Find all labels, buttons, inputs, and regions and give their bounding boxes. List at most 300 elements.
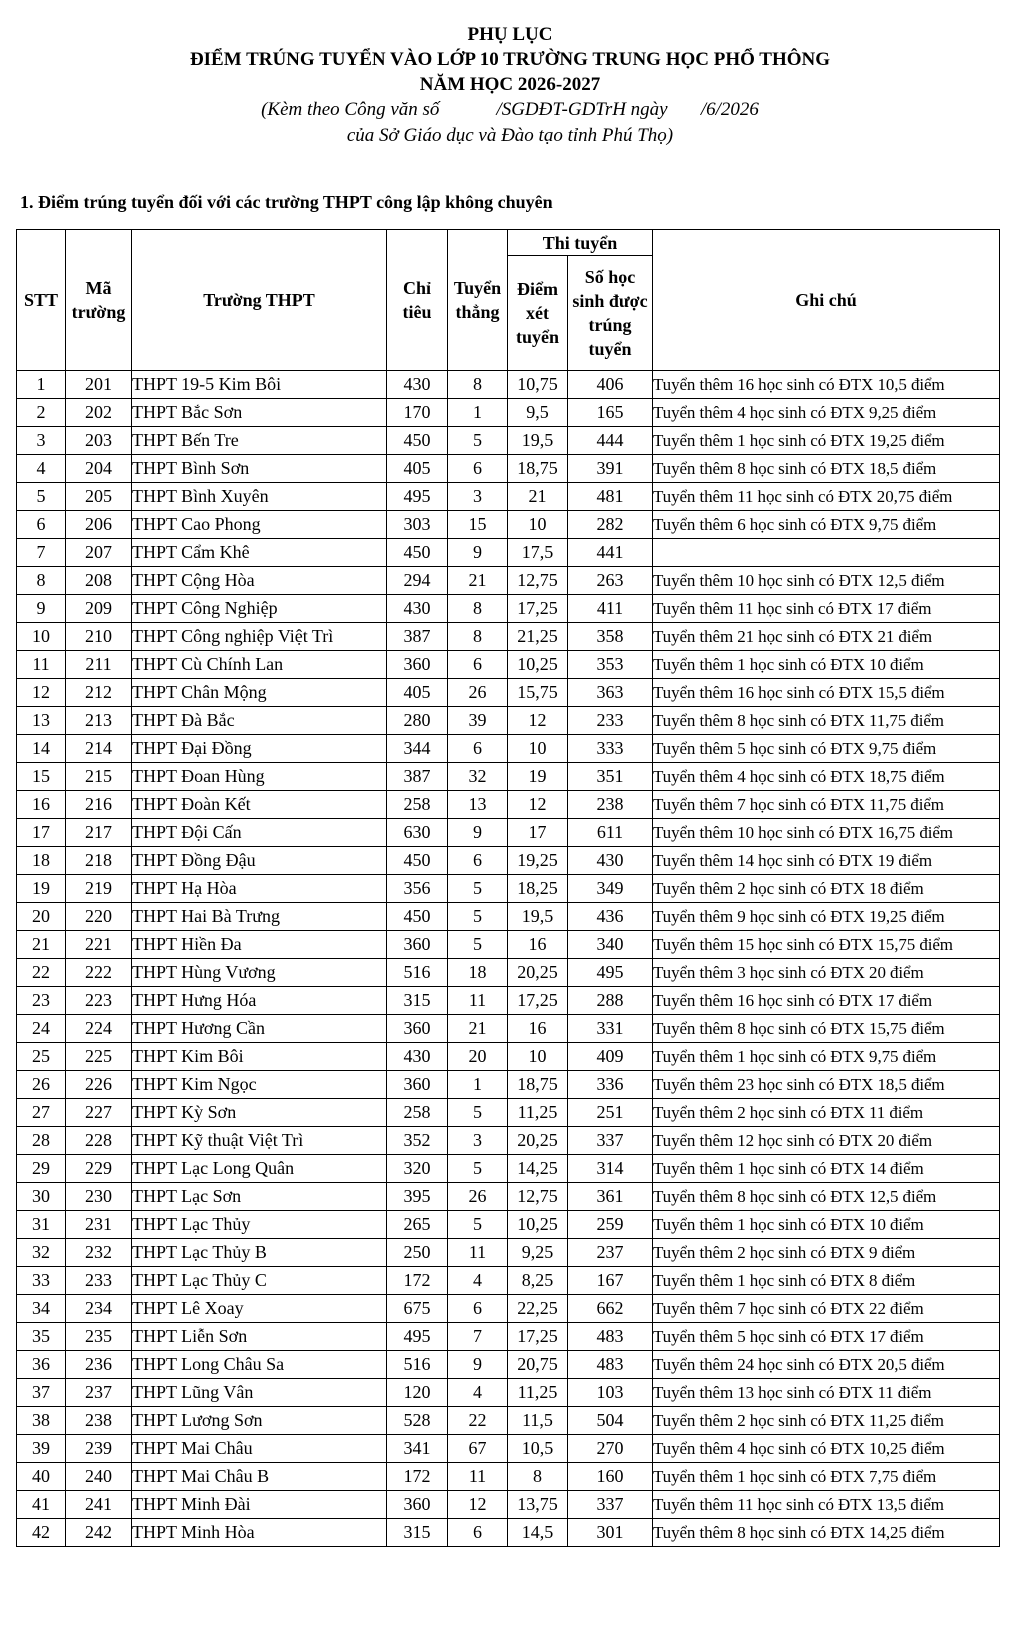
cell-stt: 39	[17, 1435, 66, 1463]
cell-truong: THPT Minh Hòa	[132, 1519, 387, 1547]
cell-ma-truong: 218	[66, 847, 132, 875]
cell-truong: THPT Hai Bà Trưng	[132, 903, 387, 931]
cell-diem-xet-tuyen: 10,25	[508, 651, 568, 679]
cell-stt: 12	[17, 679, 66, 707]
cell-chi-tieu: 294	[387, 567, 448, 595]
cell-ma-truong: 211	[66, 651, 132, 679]
cell-chi-tieu: 265	[387, 1211, 448, 1239]
issuer-line: của Sở Giáo dục và Đào tạo tỉnh Phú Thọ)	[346, 125, 674, 146]
cell-truong: THPT Kỹ thuật Việt Trì	[132, 1127, 387, 1155]
cell-ghi-chu: Tuyển thêm 7 học sinh có ĐTX 11,75 điểm	[653, 791, 1000, 819]
cell-truong: THPT Lạc Thủy B	[132, 1239, 387, 1267]
cell-ghi-chu: Tuyển thêm 7 học sinh có ĐTX 22 điểm	[653, 1295, 1000, 1323]
cell-chi-tieu: 387	[387, 763, 448, 791]
cell-chi-tieu: 315	[387, 1519, 448, 1547]
cell-ghi-chu: Tuyển thêm 1 học sinh có ĐTX 7,75 điểm	[653, 1463, 1000, 1491]
cell-truong: THPT Lạc Thủy	[132, 1211, 387, 1239]
cell-tuyen-thang: 7	[448, 1323, 508, 1351]
cell-tuyen-thang: 6	[448, 455, 508, 483]
table-row	[17, 1127, 1000, 1155]
cell-ghi-chu: Tuyển thêm 5 học sinh có ĐTX 9,75 điểm	[653, 735, 1000, 763]
cell-ghi-chu: Tuyển thêm 1 học sinh có ĐTX 8 điểm	[653, 1267, 1000, 1295]
cell-stt: 15	[17, 763, 66, 791]
cell-chi-tieu: 528	[387, 1407, 448, 1435]
cell-truong: THPT Cộng Hòa	[132, 567, 387, 595]
cell-ma-truong: 219	[66, 875, 132, 903]
header-truong: Trường THPT	[132, 230, 387, 371]
cell-tuyen-thang: 11	[448, 1463, 508, 1491]
cell-stt: 5	[17, 483, 66, 511]
cell-truong: THPT Cù Chính Lan	[132, 651, 387, 679]
cell-ghi-chu	[653, 539, 1000, 567]
cell-diem-xet-tuyen: 16	[508, 931, 568, 959]
cell-so-hoc-sinh: 481	[568, 483, 653, 511]
cell-tuyen-thang: 6	[448, 847, 508, 875]
table-row	[17, 987, 1000, 1015]
cell-so-hoc-sinh: 441	[568, 539, 653, 567]
cell-so-hoc-sinh: 430	[568, 847, 653, 875]
cell-ghi-chu: Tuyển thêm 16 học sinh có ĐTX 15,5 điểm	[653, 679, 1000, 707]
cell-stt: 2	[17, 399, 66, 427]
cell-ma-truong: 205	[66, 483, 132, 511]
cell-diem-xet-tuyen: 10,25	[508, 1211, 568, 1239]
header-so-hoc-sinh: Số học sinh được trúng tuyển	[568, 256, 653, 371]
cell-ghi-chu: Tuyển thêm 8 học sinh có ĐTX 15,75 điểm	[653, 1015, 1000, 1043]
cell-ghi-chu: Tuyển thêm 2 học sinh có ĐTX 9 điểm	[653, 1239, 1000, 1267]
cell-truong: THPT Công Nghiệp	[132, 595, 387, 623]
cell-diem-xet-tuyen: 11,5	[508, 1407, 568, 1435]
cell-diem-xet-tuyen: 10,5	[508, 1435, 568, 1463]
cell-ma-truong: 232	[66, 1239, 132, 1267]
cell-tuyen-thang: 22	[448, 1407, 508, 1435]
cell-so-hoc-sinh: 337	[568, 1127, 653, 1155]
table-row	[17, 1519, 1000, 1547]
cell-so-hoc-sinh: 165	[568, 399, 653, 427]
cell-truong: THPT 19-5 Kim Bôi	[132, 371, 387, 399]
school-year: NĂM HỌC 2026-2027	[419, 74, 601, 95]
cell-diem-xet-tuyen: 20,75	[508, 1351, 568, 1379]
cell-ghi-chu: Tuyển thêm 1 học sinh có ĐTX 9,75 điểm	[653, 1043, 1000, 1071]
cell-stt: 38	[17, 1407, 66, 1435]
cell-stt: 37	[17, 1379, 66, 1407]
cell-ghi-chu: Tuyển thêm 15 học sinh có ĐTX 15,75 điểm	[653, 931, 1000, 959]
header-thi-tuyen: Thi tuyển	[508, 230, 653, 256]
cell-ghi-chu: Tuyển thêm 1 học sinh có ĐTX 10 điểm	[653, 651, 1000, 679]
cell-truong: THPT Long Châu Sa	[132, 1351, 387, 1379]
cell-stt: 17	[17, 819, 66, 847]
cell-truong: THPT Bến Tre	[132, 427, 387, 455]
cell-so-hoc-sinh: 337	[568, 1491, 653, 1519]
cell-stt: 30	[17, 1183, 66, 1211]
cell-so-hoc-sinh: 103	[568, 1379, 653, 1407]
cell-chi-tieu: 360	[387, 1015, 448, 1043]
cell-diem-xet-tuyen: 17,5	[508, 539, 568, 567]
cell-so-hoc-sinh: 353	[568, 651, 653, 679]
cell-chi-tieu: 430	[387, 1043, 448, 1071]
table-row	[17, 903, 1000, 931]
cell-truong: THPT Đại Đồng	[132, 735, 387, 763]
cell-tuyen-thang: 6	[448, 651, 508, 679]
cell-chi-tieu: 405	[387, 679, 448, 707]
cell-chi-tieu: 120	[387, 1379, 448, 1407]
cell-stt: 27	[17, 1099, 66, 1127]
cell-truong: THPT Hương Cần	[132, 1015, 387, 1043]
cell-ma-truong: 209	[66, 595, 132, 623]
cell-truong: THPT Mai Châu B	[132, 1463, 387, 1491]
table-row	[17, 1491, 1000, 1519]
table-row	[17, 819, 1000, 847]
cell-truong: THPT Lương Sơn	[132, 1407, 387, 1435]
cell-diem-xet-tuyen: 14,5	[508, 1519, 568, 1547]
cell-truong: THPT Đà Bắc	[132, 707, 387, 735]
cell-stt: 7	[17, 539, 66, 567]
header-stt: STT	[17, 230, 66, 371]
cell-ghi-chu: Tuyển thêm 9 học sinh có ĐTX 19,25 điểm	[653, 903, 1000, 931]
cell-truong: THPT Đội Cấn	[132, 819, 387, 847]
table-row	[17, 1351, 1000, 1379]
cell-ma-truong: 222	[66, 959, 132, 987]
cell-ghi-chu: Tuyển thêm 5 học sinh có ĐTX 17 điểm	[653, 1323, 1000, 1351]
cell-chi-tieu: 630	[387, 819, 448, 847]
cell-so-hoc-sinh: 282	[568, 511, 653, 539]
cell-diem-xet-tuyen: 17,25	[508, 1323, 568, 1351]
cell-ma-truong: 225	[66, 1043, 132, 1071]
cell-chi-tieu: 356	[387, 875, 448, 903]
cell-diem-xet-tuyen: 12,75	[508, 1183, 568, 1211]
cell-truong: THPT Hùng Vương	[132, 959, 387, 987]
cell-stt: 22	[17, 959, 66, 987]
cell-truong: THPT Đoàn Kết	[132, 791, 387, 819]
table-row	[17, 931, 1000, 959]
cell-truong: THPT Mai Châu	[132, 1435, 387, 1463]
cell-diem-xet-tuyen: 20,25	[508, 1127, 568, 1155]
cell-stt: 18	[17, 847, 66, 875]
cell-diem-xet-tuyen: 17	[508, 819, 568, 847]
table-row	[17, 875, 1000, 903]
cell-so-hoc-sinh: 662	[568, 1295, 653, 1323]
table-row	[17, 959, 1000, 987]
admission-table	[16, 229, 1000, 1547]
cell-chi-tieu: 430	[387, 371, 448, 399]
header-tuyen-thang: Tuyển thẳng	[448, 230, 508, 371]
cell-chi-tieu: 675	[387, 1295, 448, 1323]
cell-ma-truong: 235	[66, 1323, 132, 1351]
table-row	[17, 539, 1000, 567]
cell-stt: 28	[17, 1127, 66, 1155]
cell-truong: THPT Công nghiệp Việt Trì	[132, 623, 387, 651]
cell-ghi-chu: Tuyển thêm 11 học sinh có ĐTX 13,5 điểm	[653, 1491, 1000, 1519]
table-row	[17, 371, 1000, 399]
cell-diem-xet-tuyen: 9,5	[508, 399, 568, 427]
cell-tuyen-thang: 3	[448, 1127, 508, 1155]
cell-ghi-chu: Tuyển thêm 8 học sinh có ĐTX 12,5 điểm	[653, 1183, 1000, 1211]
cell-chi-tieu: 450	[387, 539, 448, 567]
cell-ma-truong: 238	[66, 1407, 132, 1435]
cell-diem-xet-tuyen: 12	[508, 707, 568, 735]
cell-ghi-chu: Tuyển thêm 12 học sinh có ĐTX 20 điểm	[653, 1127, 1000, 1155]
cell-ghi-chu: Tuyển thêm 1 học sinh có ĐTX 10 điểm	[653, 1211, 1000, 1239]
cell-truong: THPT Cao Phong	[132, 511, 387, 539]
cell-stt: 42	[17, 1519, 66, 1547]
cell-tuyen-thang: 5	[448, 1099, 508, 1127]
cell-ma-truong: 239	[66, 1435, 132, 1463]
cell-so-hoc-sinh: 444	[568, 427, 653, 455]
cell-ghi-chu: Tuyển thêm 8 học sinh có ĐTX 18,5 điểm	[653, 455, 1000, 483]
cell-so-hoc-sinh: 495	[568, 959, 653, 987]
table-row	[17, 1211, 1000, 1239]
cell-diem-xet-tuyen: 15,75	[508, 679, 568, 707]
cell-ma-truong: 237	[66, 1379, 132, 1407]
cell-tuyen-thang: 6	[448, 1519, 508, 1547]
cell-tuyen-thang: 12	[448, 1491, 508, 1519]
table-row	[17, 1323, 1000, 1351]
cell-ghi-chu: Tuyển thêm 2 học sinh có ĐTX 11,25 điểm	[653, 1407, 1000, 1435]
cell-diem-xet-tuyen: 19,5	[508, 903, 568, 931]
cell-truong: THPT Kim Bôi	[132, 1043, 387, 1071]
cell-ma-truong: 242	[66, 1519, 132, 1547]
cell-so-hoc-sinh: 336	[568, 1071, 653, 1099]
cell-chi-tieu: 172	[387, 1463, 448, 1491]
cell-chi-tieu: 360	[387, 931, 448, 959]
cell-ghi-chu: Tuyển thêm 24 học sinh có ĐTX 20,5 điểm	[653, 1351, 1000, 1379]
cell-diem-xet-tuyen: 11,25	[508, 1099, 568, 1127]
table-row	[17, 1267, 1000, 1295]
cell-tuyen-thang: 9	[448, 539, 508, 567]
cell-chi-tieu: 344	[387, 735, 448, 763]
cell-tuyen-thang: 5	[448, 875, 508, 903]
cell-truong: THPT Lạc Long Quân	[132, 1155, 387, 1183]
cell-tuyen-thang: 8	[448, 595, 508, 623]
cell-ma-truong: 213	[66, 707, 132, 735]
cell-so-hoc-sinh: 237	[568, 1239, 653, 1267]
cell-so-hoc-sinh: 483	[568, 1323, 653, 1351]
cell-tuyen-thang: 67	[448, 1435, 508, 1463]
cell-ghi-chu: Tuyển thêm 2 học sinh có ĐTX 11 điểm	[653, 1099, 1000, 1127]
cell-truong: THPT Đoan Hùng	[132, 763, 387, 791]
cell-truong: THPT Hạ Hòa	[132, 875, 387, 903]
cell-diem-xet-tuyen: 17,25	[508, 987, 568, 1015]
cell-ghi-chu: Tuyển thêm 8 học sinh có ĐTX 11,75 điểm	[653, 707, 1000, 735]
cell-ma-truong: 204	[66, 455, 132, 483]
document-header	[0, 0, 1020, 149]
cell-truong: THPT Đồng Đậu	[132, 847, 387, 875]
cell-ma-truong: 208	[66, 567, 132, 595]
cell-diem-xet-tuyen: 12	[508, 791, 568, 819]
cell-ma-truong: 233	[66, 1267, 132, 1295]
cell-stt: 24	[17, 1015, 66, 1043]
cell-ghi-chu: Tuyển thêm 11 học sinh có ĐTX 17 điểm	[653, 595, 1000, 623]
cell-tuyen-thang: 8	[448, 371, 508, 399]
cell-tuyen-thang: 39	[448, 707, 508, 735]
header-ghi-chu: Ghi chú	[653, 230, 1000, 371]
table-row	[17, 511, 1000, 539]
table-row	[17, 595, 1000, 623]
cell-ma-truong: 210	[66, 623, 132, 651]
cell-tuyen-thang: 5	[448, 427, 508, 455]
cell-stt: 11	[17, 651, 66, 679]
cell-chi-tieu: 450	[387, 847, 448, 875]
cell-stt: 6	[17, 511, 66, 539]
cell-tuyen-thang: 5	[448, 1211, 508, 1239]
table-row	[17, 1407, 1000, 1435]
cell-ghi-chu: Tuyển thêm 3 học sinh có ĐTX 20 điểm	[653, 959, 1000, 987]
cell-truong: THPT Hiền Đa	[132, 931, 387, 959]
table-row	[17, 1043, 1000, 1071]
cell-stt: 13	[17, 707, 66, 735]
cell-diem-xet-tuyen: 21,25	[508, 623, 568, 651]
cell-so-hoc-sinh: 411	[568, 595, 653, 623]
cell-diem-xet-tuyen: 12,75	[508, 567, 568, 595]
reference-line: (Kèm theo Công văn số /SGDĐT-GDTrH ngày /6/2026	[261, 99, 759, 120]
cell-stt: 19	[17, 875, 66, 903]
table-row	[17, 399, 1000, 427]
cell-chi-tieu: 405	[387, 455, 448, 483]
cell-so-hoc-sinh: 483	[568, 1351, 653, 1379]
cell-ghi-chu: Tuyển thêm 16 học sinh có ĐTX 17 điểm	[653, 987, 1000, 1015]
table-row	[17, 847, 1000, 875]
table-row	[17, 483, 1000, 511]
header-chi-tieu: Chỉ tiêu	[387, 230, 448, 371]
cell-so-hoc-sinh: 251	[568, 1099, 653, 1127]
cell-stt: 33	[17, 1267, 66, 1295]
cell-so-hoc-sinh: 611	[568, 819, 653, 847]
cell-chi-tieu: 341	[387, 1435, 448, 1463]
cell-so-hoc-sinh: 504	[568, 1407, 653, 1435]
cell-ghi-chu: Tuyển thêm 4 học sinh có ĐTX 9,25 điểm	[653, 399, 1000, 427]
cell-chi-tieu: 315	[387, 987, 448, 1015]
cell-chi-tieu: 387	[387, 623, 448, 651]
cell-truong: THPT Cẩm Khê	[132, 539, 387, 567]
cell-tuyen-thang: 26	[448, 1183, 508, 1211]
cell-tuyen-thang: 5	[448, 903, 508, 931]
cell-stt: 9	[17, 595, 66, 623]
cell-ma-truong: 202	[66, 399, 132, 427]
cell-ma-truong: 214	[66, 735, 132, 763]
cell-chi-tieu: 172	[387, 1267, 448, 1295]
cell-tuyen-thang: 20	[448, 1043, 508, 1071]
cell-ghi-chu: Tuyển thêm 6 học sinh có ĐTX 9,75 điểm	[653, 511, 1000, 539]
cell-tuyen-thang: 21	[448, 567, 508, 595]
cell-so-hoc-sinh: 314	[568, 1155, 653, 1183]
cell-so-hoc-sinh: 331	[568, 1015, 653, 1043]
cell-so-hoc-sinh: 406	[568, 371, 653, 399]
cell-chi-tieu: 360	[387, 651, 448, 679]
cell-tuyen-thang: 32	[448, 763, 508, 791]
cell-tuyen-thang: 1	[448, 1071, 508, 1099]
table-row	[17, 1463, 1000, 1491]
header-ma-truong: Mã trường	[66, 230, 132, 371]
cell-stt: 40	[17, 1463, 66, 1491]
cell-so-hoc-sinh: 361	[568, 1183, 653, 1211]
header-diem-xet-tuyen: Điểm xét tuyển	[508, 256, 568, 371]
cell-tuyen-thang: 11	[448, 987, 508, 1015]
cell-stt: 41	[17, 1491, 66, 1519]
cell-ma-truong: 231	[66, 1211, 132, 1239]
cell-stt: 32	[17, 1239, 66, 1267]
table-row	[17, 1099, 1000, 1127]
cell-tuyen-thang: 11	[448, 1239, 508, 1267]
cell-ma-truong: 241	[66, 1491, 132, 1519]
cell-ma-truong: 203	[66, 427, 132, 455]
cell-so-hoc-sinh: 233	[568, 707, 653, 735]
table-row	[17, 1155, 1000, 1183]
cell-ma-truong: 236	[66, 1351, 132, 1379]
cell-stt: 3	[17, 427, 66, 455]
cell-ma-truong: 207	[66, 539, 132, 567]
cell-diem-xet-tuyen: 13,75	[508, 1491, 568, 1519]
cell-ma-truong: 212	[66, 679, 132, 707]
cell-chi-tieu: 258	[387, 1099, 448, 1127]
cell-so-hoc-sinh: 409	[568, 1043, 653, 1071]
cell-chi-tieu: 280	[387, 707, 448, 735]
cell-so-hoc-sinh: 436	[568, 903, 653, 931]
cell-diem-xet-tuyen: 8,25	[508, 1267, 568, 1295]
cell-diem-xet-tuyen: 10	[508, 1043, 568, 1071]
cell-stt: 25	[17, 1043, 66, 1071]
document-title: ĐIỂM TRÚNG TUYỂN VÀO LỚP 10 TRƯỜNG TRUNG HỌC PHỔ THÔNG	[189, 49, 831, 70]
cell-truong: THPT Lũng Vân	[132, 1379, 387, 1407]
cell-ma-truong: 217	[66, 819, 132, 847]
cell-diem-xet-tuyen: 10,75	[508, 371, 568, 399]
cell-ghi-chu: Tuyển thêm 21 học sinh có ĐTX 21 điểm	[653, 623, 1000, 651]
table-row	[17, 763, 1000, 791]
cell-diem-xet-tuyen: 11,25	[508, 1379, 568, 1407]
table-row	[17, 1071, 1000, 1099]
cell-tuyen-thang: 21	[448, 1015, 508, 1043]
cell-stt: 8	[17, 567, 66, 595]
cell-diem-xet-tuyen: 19	[508, 763, 568, 791]
cell-tuyen-thang: 9	[448, 819, 508, 847]
cell-diem-xet-tuyen: 20,25	[508, 959, 568, 987]
table-row	[17, 679, 1000, 707]
cell-so-hoc-sinh: 167	[568, 1267, 653, 1295]
cell-ma-truong: 234	[66, 1295, 132, 1323]
table-row	[17, 567, 1000, 595]
cell-ghi-chu: Tuyển thêm 10 học sinh có ĐTX 16,75 điểm	[653, 819, 1000, 847]
cell-chi-tieu: 516	[387, 959, 448, 987]
cell-stt: 16	[17, 791, 66, 819]
cell-diem-xet-tuyen: 8	[508, 1463, 568, 1491]
table-row	[17, 651, 1000, 679]
cell-diem-xet-tuyen: 17,25	[508, 595, 568, 623]
cell-chi-tieu: 495	[387, 483, 448, 511]
cell-truong: THPT Bình Sơn	[132, 455, 387, 483]
cell-so-hoc-sinh: 263	[568, 567, 653, 595]
cell-ghi-chu: Tuyển thêm 2 học sinh có ĐTX 18 điểm	[653, 875, 1000, 903]
cell-stt: 10	[17, 623, 66, 651]
cell-truong: THPT Lạc Thủy C	[132, 1267, 387, 1295]
cell-truong: THPT Kỳ Sơn	[132, 1099, 387, 1127]
cell-ma-truong: 228	[66, 1127, 132, 1155]
cell-ma-truong: 224	[66, 1015, 132, 1043]
cell-chi-tieu: 250	[387, 1239, 448, 1267]
cell-so-hoc-sinh: 349	[568, 875, 653, 903]
cell-diem-xet-tuyen: 10	[508, 511, 568, 539]
cell-ma-truong: 201	[66, 371, 132, 399]
cell-chi-tieu: 303	[387, 511, 448, 539]
cell-tuyen-thang: 13	[448, 791, 508, 819]
cell-ma-truong: 215	[66, 763, 132, 791]
cell-diem-xet-tuyen: 18,25	[508, 875, 568, 903]
cell-tuyen-thang: 3	[448, 483, 508, 511]
cell-chi-tieu: 352	[387, 1127, 448, 1155]
cell-diem-xet-tuyen: 18,75	[508, 455, 568, 483]
cell-so-hoc-sinh: 288	[568, 987, 653, 1015]
cell-diem-xet-tuyen: 16	[508, 1015, 568, 1043]
table-row	[17, 1183, 1000, 1211]
cell-ghi-chu: Tuyển thêm 4 học sinh có ĐTX 18,75 điểm	[653, 763, 1000, 791]
cell-ghi-chu: Tuyển thêm 11 học sinh có ĐTX 20,75 điểm	[653, 483, 1000, 511]
